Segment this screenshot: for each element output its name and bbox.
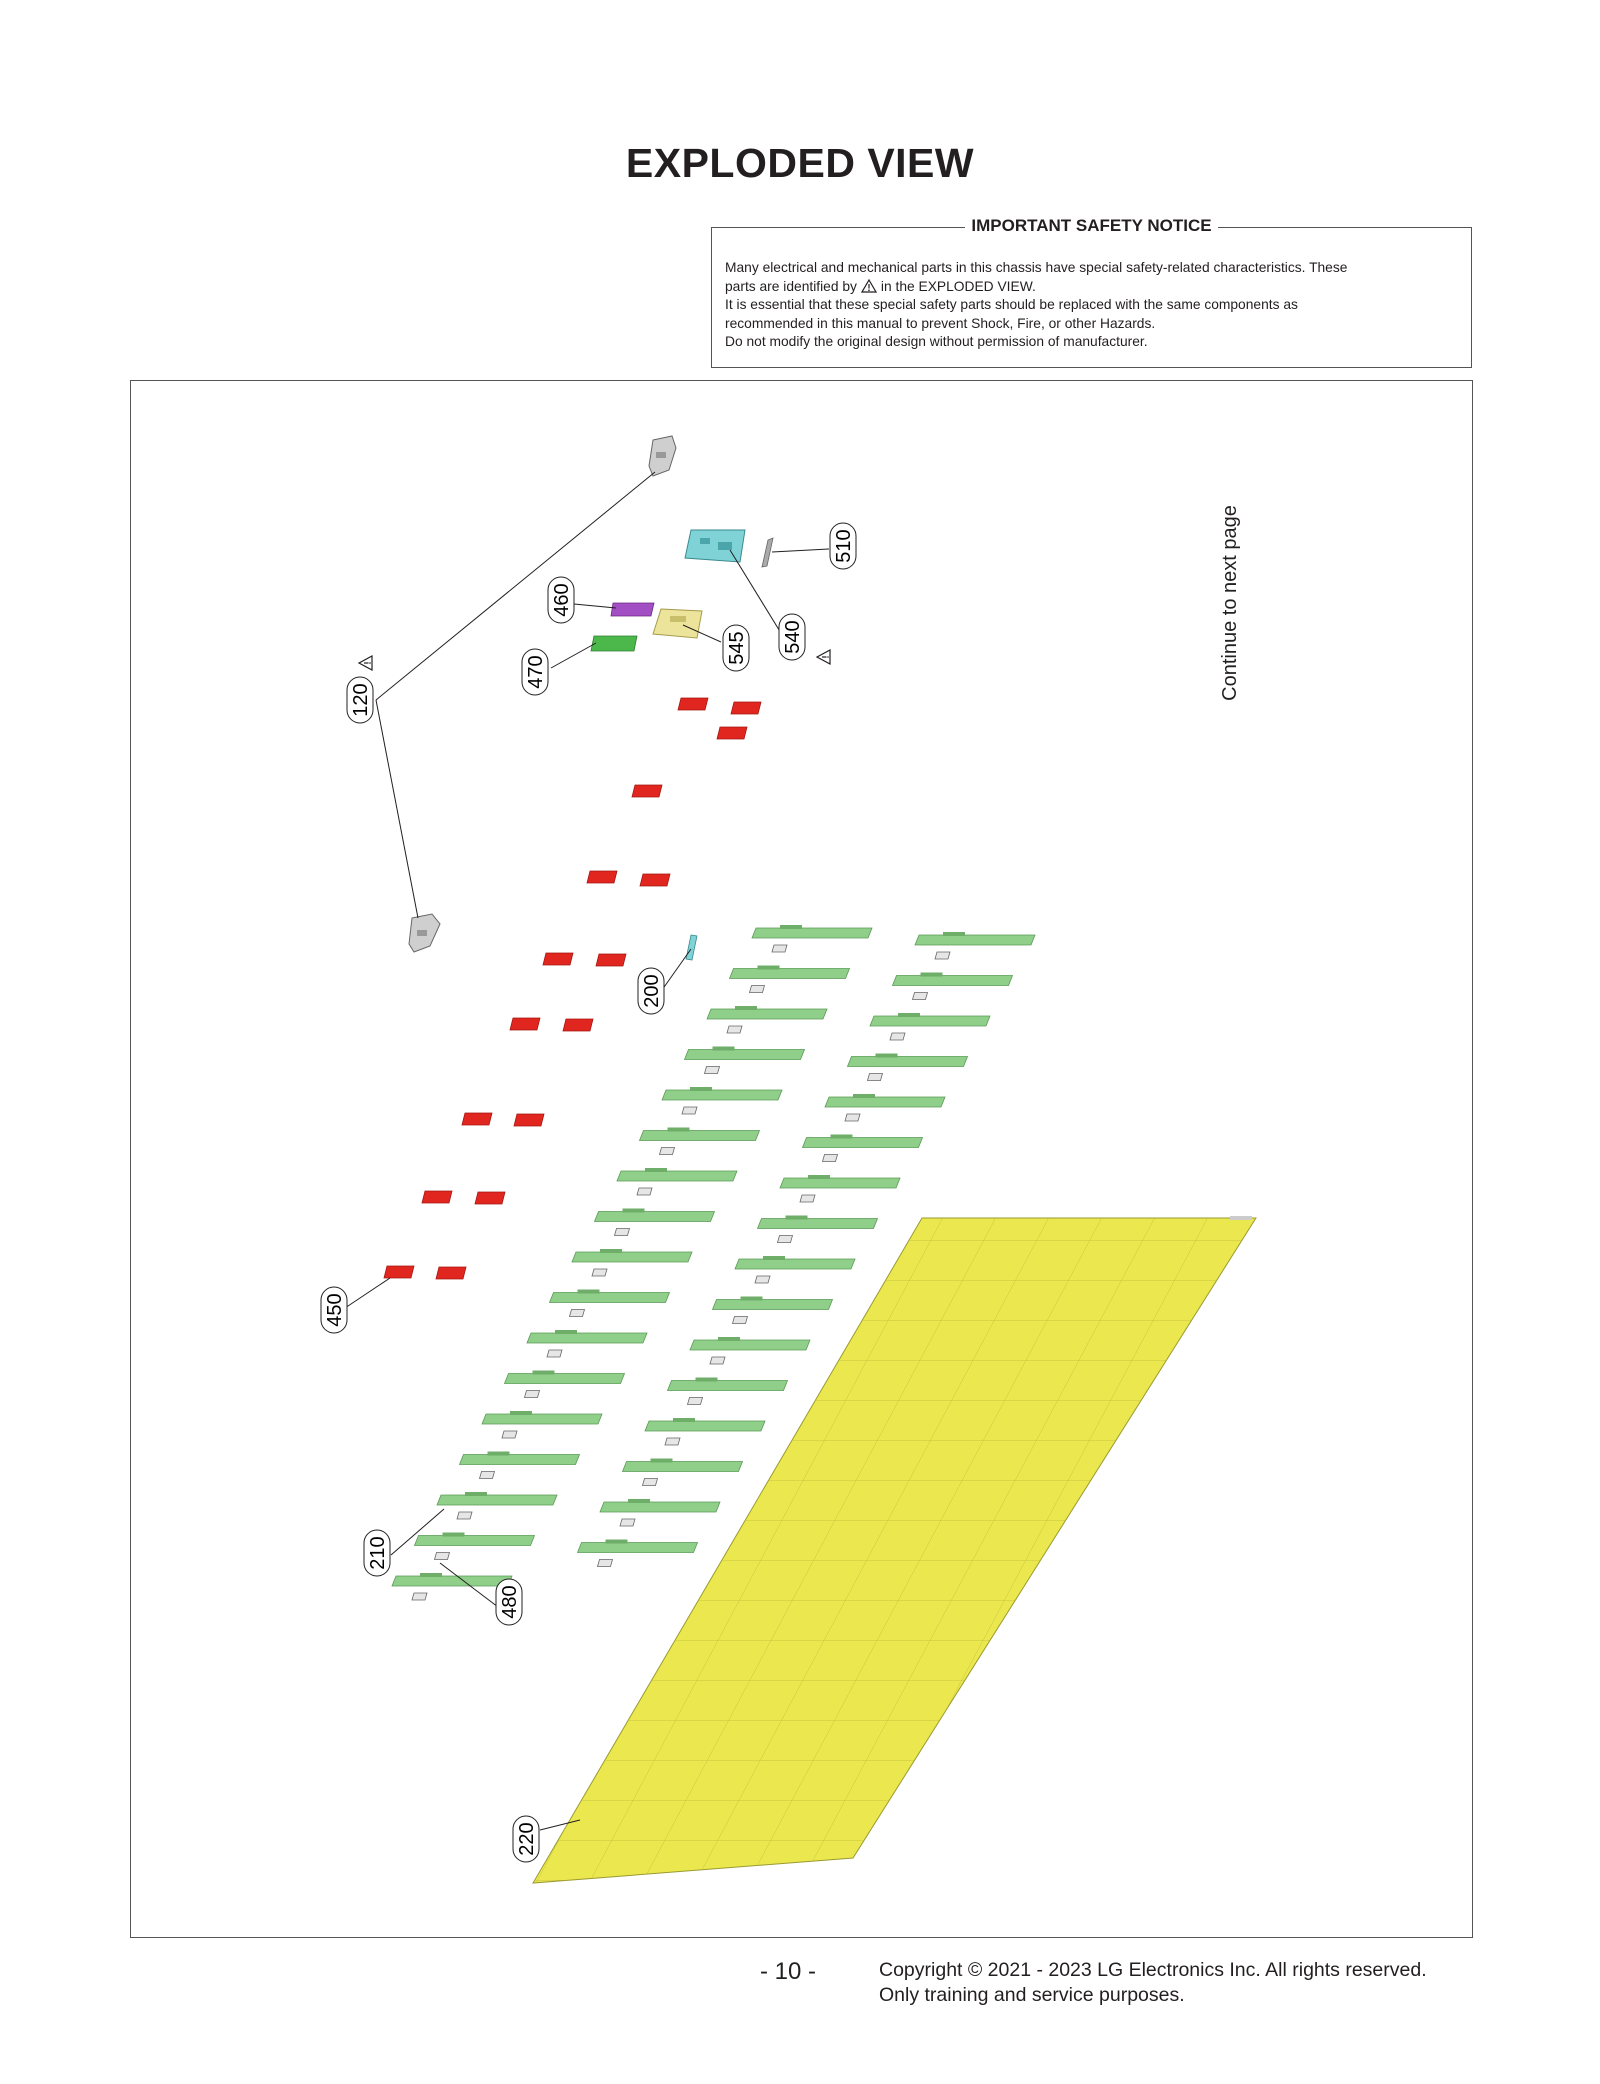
page-title: EXPLODED VIEW <box>625 140 975 186</box>
led-bar <box>578 1543 698 1553</box>
callout-450 <box>321 1287 347 1333</box>
copyright-line: Only training and service purposes. <box>879 1984 1185 2006</box>
led-bar <box>893 976 1013 986</box>
svg-text:470: 470 <box>525 655 547 689</box>
led-bar-connector <box>943 932 965 936</box>
svg-text:460: 460 <box>551 583 573 617</box>
led-bar-connector <box>443 1533 465 1537</box>
notice-line: Do not modify the original design without permission of manufacturer. <box>725 334 1148 349</box>
led-bar <box>482 1414 602 1424</box>
small-chip <box>637 1188 652 1195</box>
led-bar <box>713 1300 833 1310</box>
svg-text:120: 120 <box>350 683 372 717</box>
led-bar-connector <box>628 1499 650 1503</box>
led-bar-connector <box>600 1249 622 1253</box>
part-460 <box>611 603 654 616</box>
red-part <box>514 1114 544 1126</box>
small-chip <box>435 1553 450 1560</box>
led-bar <box>735 1259 855 1269</box>
led-bar-connector <box>578 1290 600 1294</box>
led-bar-connector <box>758 966 780 970</box>
led-bar <box>668 1381 788 1391</box>
small-chip <box>800 1195 815 1202</box>
notice-line: recommended in this manual to prevent Shock, Fire, or other Hazards. <box>725 315 1156 331</box>
led-bar <box>505 1374 625 1384</box>
small-chip <box>733 1317 748 1324</box>
small-chip <box>772 945 787 952</box>
small-chip <box>547 1350 562 1357</box>
led-bar <box>640 1131 760 1141</box>
small-chip <box>890 1033 905 1040</box>
led-bar <box>415 1536 535 1546</box>
led-bar-connector <box>898 1013 920 1017</box>
led-bar-connector <box>921 973 943 977</box>
red-part <box>422 1191 452 1203</box>
small-chip <box>412 1593 427 1600</box>
led-bar <box>690 1340 810 1350</box>
led-bar <box>392 1576 512 1586</box>
small-chip <box>823 1155 838 1162</box>
led-bar <box>460 1455 580 1465</box>
small-chip <box>688 1398 703 1405</box>
red-part <box>640 874 670 886</box>
led-bar <box>600 1502 720 1512</box>
led-bar <box>825 1097 945 1107</box>
callout-200 <box>638 968 664 1014</box>
led-bar-connector <box>696 1378 718 1382</box>
part-470 <box>591 636 637 651</box>
callout-120 <box>347 677 373 723</box>
led-bar-connector <box>690 1087 712 1091</box>
red-part <box>510 1018 540 1030</box>
main-board-540 <box>685 530 745 562</box>
part-510 <box>762 538 773 567</box>
small-chip <box>778 1236 793 1243</box>
small-chip <box>598 1560 613 1567</box>
small-chip <box>665 1438 680 1445</box>
red-part <box>384 1266 414 1278</box>
led-bar-connector <box>533 1371 555 1375</box>
callout-510 <box>830 523 856 569</box>
led-bar-connector <box>645 1168 667 1172</box>
led-bar <box>617 1171 737 1181</box>
safety-notice-heading: IMPORTANT SAFETY NOTICE <box>965 216 1217 235</box>
red-part <box>436 1267 466 1279</box>
led-bar-connector <box>741 1297 763 1301</box>
page-number: - 10 - <box>760 1958 817 1985</box>
small-chip <box>480 1472 495 1479</box>
small-chip <box>525 1391 540 1398</box>
small-chip <box>710 1357 725 1364</box>
copyright-block <box>879 1958 1427 2008</box>
led-bar <box>730 969 850 979</box>
led-bar-connector <box>623 1209 645 1213</box>
red-part <box>632 785 662 797</box>
svg-text:510: 510 <box>833 529 855 563</box>
led-bar <box>595 1212 715 1222</box>
led-bar-connector <box>555 1330 577 1334</box>
callout-220 <box>513 1816 539 1862</box>
led-bar-connector <box>853 1094 875 1098</box>
led-bar-connector <box>668 1128 690 1132</box>
led-bar-connector <box>718 1337 740 1341</box>
led-bar <box>685 1050 805 1060</box>
led-bar <box>437 1495 557 1505</box>
small-chip <box>913 993 928 1000</box>
warning-triangle-icon <box>817 650 830 664</box>
callout-470 <box>522 649 548 695</box>
led-bar-connector <box>735 1006 757 1010</box>
small-chip <box>643 1479 658 1486</box>
continue-note: Continue to next page <box>1219 505 1241 701</box>
notice-line: Many electrical and mechanical parts in this chassis have special safety-related characteristics. These <box>725 260 1348 275</box>
bracket-120-bottom <box>409 914 440 952</box>
led-bar <box>662 1090 782 1100</box>
led-bar <box>780 1178 900 1188</box>
led-bar <box>752 928 872 938</box>
led-bar-connector <box>808 1175 830 1179</box>
led-bar <box>707 1009 827 1019</box>
led-bar <box>572 1252 692 1262</box>
svg-text:545: 545 <box>726 631 748 665</box>
callout-480 <box>496 1579 522 1625</box>
led-bar <box>915 935 1035 945</box>
small-chip <box>620 1519 635 1526</box>
red-part <box>543 953 573 965</box>
led-bar <box>848 1057 968 1067</box>
red-part <box>731 702 761 714</box>
small-chip <box>845 1114 860 1121</box>
callout-460 <box>548 577 574 623</box>
notice-line: It is essential that these special safety parts should be replaced with the same components as <box>725 297 1298 312</box>
led-bar-connector <box>831 1135 853 1139</box>
board-545 <box>653 609 702 638</box>
led-bar-connector <box>763 1256 785 1260</box>
small-chip <box>682 1107 697 1114</box>
small-chip <box>727 1026 742 1033</box>
svg-text:540: 540 <box>782 620 804 654</box>
svg-text:220: 220 <box>516 1822 538 1856</box>
led-bar-connector <box>786 1216 808 1220</box>
notice-line: parts are identified by in the EXPLODED VIEW. <box>725 278 1036 294</box>
part-200 <box>686 935 697 960</box>
red-part <box>462 1113 492 1125</box>
small-chip <box>935 952 950 959</box>
led-bar-connector <box>420 1573 442 1577</box>
led-bar-connector <box>465 1492 487 1496</box>
warning-triangle-icon <box>359 656 372 670</box>
led-bar <box>623 1462 743 1472</box>
led-bar-connector <box>606 1540 628 1544</box>
small-chip <box>615 1229 630 1236</box>
led-bar-connector <box>651 1459 673 1463</box>
red-part <box>563 1019 593 1031</box>
led-bar-connector <box>780 925 802 929</box>
led-bar <box>758 1219 878 1229</box>
led-bar <box>870 1016 990 1026</box>
svg-text:210: 210 <box>367 1536 389 1570</box>
small-chip <box>457 1512 472 1519</box>
small-chip <box>750 986 765 993</box>
red-part <box>717 727 747 739</box>
small-chip <box>570 1310 585 1317</box>
led-bar <box>550 1293 670 1303</box>
bracket-120-top <box>649 436 676 476</box>
small-chip <box>660 1148 675 1155</box>
red-part <box>678 698 708 710</box>
svg-text:200: 200 <box>641 974 663 1008</box>
small-chip <box>502 1431 517 1438</box>
led-bar <box>645 1421 765 1431</box>
led-bar-connector <box>510 1411 532 1415</box>
led-bar <box>527 1333 647 1343</box>
svg-text:450: 450 <box>324 1293 346 1327</box>
red-part <box>587 871 617 883</box>
small-chip <box>868 1074 883 1081</box>
red-part-group <box>384 698 761 1279</box>
small-chip <box>755 1276 770 1283</box>
small-chip <box>705 1067 720 1074</box>
red-part <box>596 954 626 966</box>
led-bar-connector <box>713 1047 735 1051</box>
callout-545 <box>723 625 749 671</box>
red-part <box>475 1192 505 1204</box>
svg-text:480: 480 <box>499 1585 521 1619</box>
copyright-line: Copyright © 2021 - 2023 LG Electronics Inc. All rights reserved. <box>879 1959 1427 1981</box>
led-bar <box>803 1138 923 1148</box>
callout-210 <box>364 1530 390 1576</box>
led-bar-connector <box>488 1452 510 1456</box>
callout-540 <box>779 614 805 660</box>
led-bar-connector <box>673 1418 695 1422</box>
small-chip <box>592 1269 607 1276</box>
led-bar-connector <box>876 1054 898 1058</box>
